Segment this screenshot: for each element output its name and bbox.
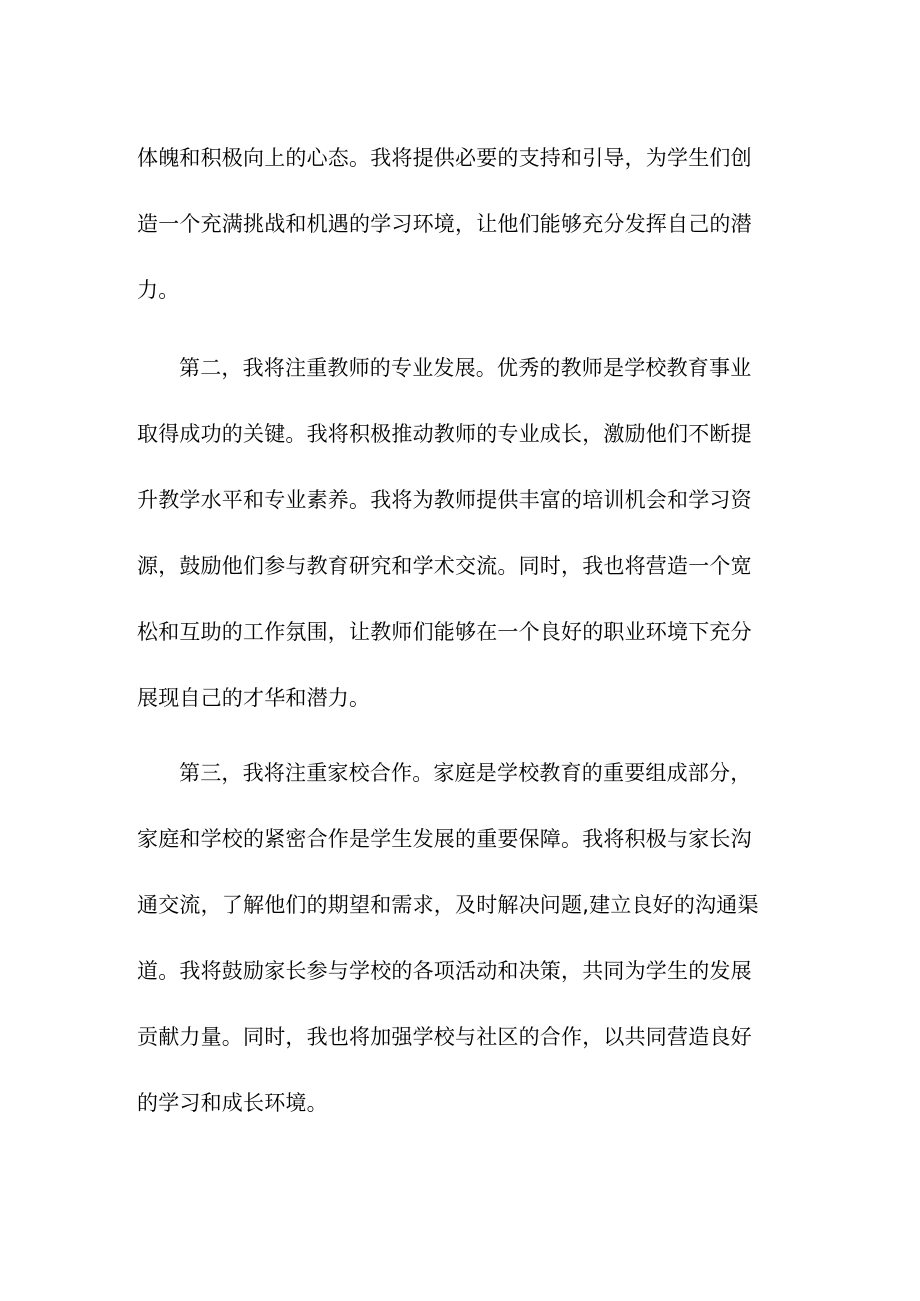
paragraph-line: 升教学水平和专业素养。我将为教师提供丰富的培训机会和学习资 [137, 488, 752, 512]
paragraph-2 [137, 335, 777, 731]
paragraph-line: 第三，我将注重家校合作。家庭是学校教育的重要组成部分， [179, 761, 752, 785]
paragraph-line: 取得成功的关键。我将积极推动教师的专业成长，激励他们不断提 [137, 422, 752, 446]
paragraph-line: 通交流，了解他们的期望和需求，及时解决问题,建立良好的沟通渠 [137, 893, 759, 917]
paragraph-line: 力。 [137, 278, 180, 302]
paragraph-3 [137, 740, 777, 1136]
paragraph-line: 展现自己的才华和潜力。 [137, 686, 371, 710]
paragraph-1 [137, 125, 777, 323]
paragraph-line: 家庭和学校的紧密合作是学生发展的重要保障。我将积极与家长沟 [137, 827, 752, 851]
paragraph-line: 松和互助的工作氛围，让教师们能够在一个良好的职业环境下充分 [137, 620, 752, 644]
paragraph-line: 第二，我将注重教师的专业发展。优秀的教师是学校教育事业 [179, 356, 752, 380]
paragraph-line: 源，鼓励他们参与教育研究和学术交流。同时，我也将营造一个宽 [137, 554, 752, 578]
paragraph-line: 的学习和成长环境。 [137, 1091, 328, 1115]
paragraph-line: 道。我将鼓励家长参与学校的各项活动和决策，共同为学生的发展 [137, 959, 752, 983]
paragraph-line: 造一个充满挑战和机遇的学习环境，让他们能够充分发挥自己的潜 [137, 212, 752, 236]
paragraph-line: 体魄和积极向上的心态。我将提供必要的支持和引导，为学生们创 [137, 146, 752, 170]
paragraph-line: 贡献力量。同时，我也将加强学校与社区的合作，以共同营造良好 [137, 1025, 752, 1049]
